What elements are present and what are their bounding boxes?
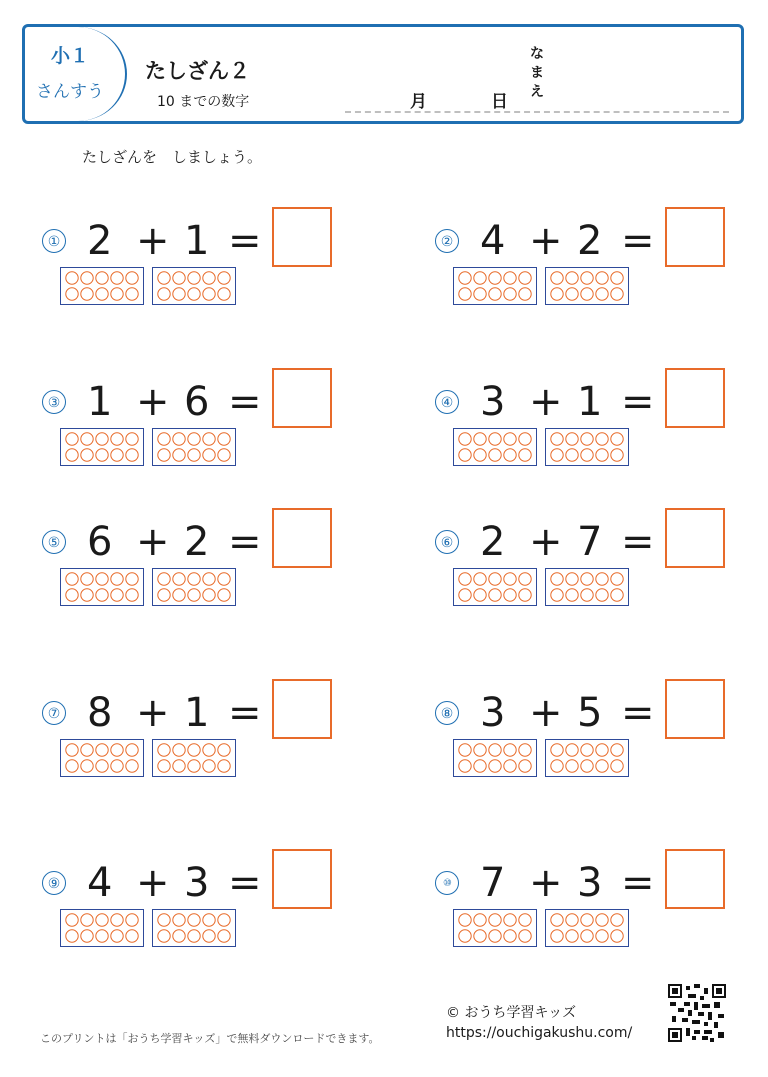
ten-frame-a <box>60 568 144 606</box>
answer-box[interactable] <box>272 849 332 909</box>
problem-number: ④ <box>435 390 459 414</box>
answer-box[interactable] <box>272 207 332 267</box>
name-label: なまえ <box>530 46 544 100</box>
problem-item <box>42 679 362 783</box>
plus-sign: + <box>529 218 563 264</box>
day-label: 日 <box>491 92 508 112</box>
addend-b: 1 <box>184 690 210 736</box>
answer-box[interactable] <box>665 368 725 428</box>
problem-number: ⑥ <box>435 530 459 554</box>
ten-frame-a <box>60 909 144 947</box>
addend-b: 2 <box>577 218 603 264</box>
problem-number: ⑤ <box>42 530 66 554</box>
problem-item <box>435 508 755 612</box>
addend-b: 2 <box>184 519 210 565</box>
equals-sign: = <box>228 690 262 736</box>
addend-a: 2 <box>87 218 113 264</box>
addend-b: 3 <box>184 860 210 906</box>
worksheet-title: たしざん２ <box>145 59 250 83</box>
site-url: https://ouchigakushu.com/ <box>446 1025 633 1041</box>
equals-sign: = <box>228 379 262 425</box>
addend-b: 3 <box>577 860 603 906</box>
worksheet-header <box>22 24 744 124</box>
addend-a: 2 <box>480 519 506 565</box>
problem-item <box>435 207 755 311</box>
addend-b: 5 <box>577 690 603 736</box>
problem-number: ③ <box>42 390 66 414</box>
equals-sign: = <box>228 218 262 264</box>
plus-sign: + <box>529 690 563 736</box>
addend-a: 4 <box>480 218 506 264</box>
answer-box[interactable] <box>665 508 725 568</box>
addend-b: 1 <box>577 379 603 425</box>
worksheet-subtitle: 10 までの数字 <box>157 94 250 110</box>
equals-sign: = <box>228 860 262 906</box>
ten-frame-a <box>453 739 537 777</box>
addend-b: 1 <box>184 218 210 264</box>
problem-item <box>435 368 755 472</box>
problem-number: ① <box>42 229 66 253</box>
grade-label: 小１ <box>50 45 89 67</box>
addend-b: 6 <box>184 379 210 425</box>
ten-frame-a <box>60 739 144 777</box>
copyright-text: © おうち学習キッズ <box>446 1005 577 1021</box>
addend-a: 6 <box>87 519 113 565</box>
equals-sign: = <box>621 690 655 736</box>
grade-badge <box>25 27 127 121</box>
ten-frame-a <box>453 568 537 606</box>
problem-number: ⑧ <box>435 701 459 725</box>
ten-frame-b <box>152 909 236 947</box>
addend-a: 7 <box>480 860 506 906</box>
ten-frame-b <box>545 909 629 947</box>
answer-box[interactable] <box>272 368 332 428</box>
answer-box[interactable] <box>665 849 725 909</box>
addend-b: 7 <box>577 519 603 565</box>
ten-frame-a <box>453 909 537 947</box>
problem-item <box>42 368 362 472</box>
equals-sign: = <box>621 519 655 565</box>
problem-number: ⑦ <box>42 701 66 725</box>
addend-a: 3 <box>480 690 506 736</box>
equals-sign: = <box>228 519 262 565</box>
ten-frame-b <box>152 428 236 466</box>
problem-item <box>42 508 362 612</box>
addend-a: 1 <box>87 379 113 425</box>
problem-number: ⑩ <box>435 871 459 895</box>
plus-sign: + <box>136 379 170 425</box>
addend-a: 4 <box>87 860 113 906</box>
equals-sign: = <box>621 379 655 425</box>
ten-frame-b <box>152 568 236 606</box>
answer-box[interactable] <box>272 508 332 568</box>
problem-item <box>435 849 755 953</box>
plus-sign: + <box>529 519 563 565</box>
ten-frame-b <box>545 739 629 777</box>
plus-sign: + <box>136 519 170 565</box>
addend-a: 8 <box>87 690 113 736</box>
equals-sign: = <box>621 860 655 906</box>
problem-item <box>435 679 755 783</box>
answer-box[interactable] <box>665 207 725 267</box>
month-label: 月 <box>410 92 427 112</box>
plus-sign: + <box>136 218 170 264</box>
qr-code-icon <box>668 984 726 1042</box>
ten-frame-b <box>545 568 629 606</box>
subject-label: さんすう <box>36 82 104 102</box>
ten-frame-a <box>453 428 537 466</box>
ten-frame-b <box>545 267 629 305</box>
plus-sign: + <box>529 860 563 906</box>
ten-frame-b <box>152 739 236 777</box>
problem-number: ⑨ <box>42 871 66 895</box>
name-line <box>345 111 729 113</box>
answer-box[interactable] <box>272 679 332 739</box>
problem-item <box>42 849 362 953</box>
instruction-text: たしざんを しましょう。 <box>82 148 263 166</box>
problem-item <box>42 207 362 311</box>
footer-note: このプリントは「おうち学習キッズ」で無料ダウンロードできます。 <box>40 1032 380 1045</box>
equals-sign: = <box>621 218 655 264</box>
plus-sign: + <box>529 379 563 425</box>
ten-frame-b <box>545 428 629 466</box>
plus-sign: + <box>136 860 170 906</box>
plus-sign: + <box>136 690 170 736</box>
ten-frame-b <box>152 267 236 305</box>
answer-box[interactable] <box>665 679 725 739</box>
ten-frame-a <box>60 267 144 305</box>
problem-number: ② <box>435 229 459 253</box>
ten-frame-a <box>60 428 144 466</box>
addend-a: 3 <box>480 379 506 425</box>
ten-frame-a <box>453 267 537 305</box>
